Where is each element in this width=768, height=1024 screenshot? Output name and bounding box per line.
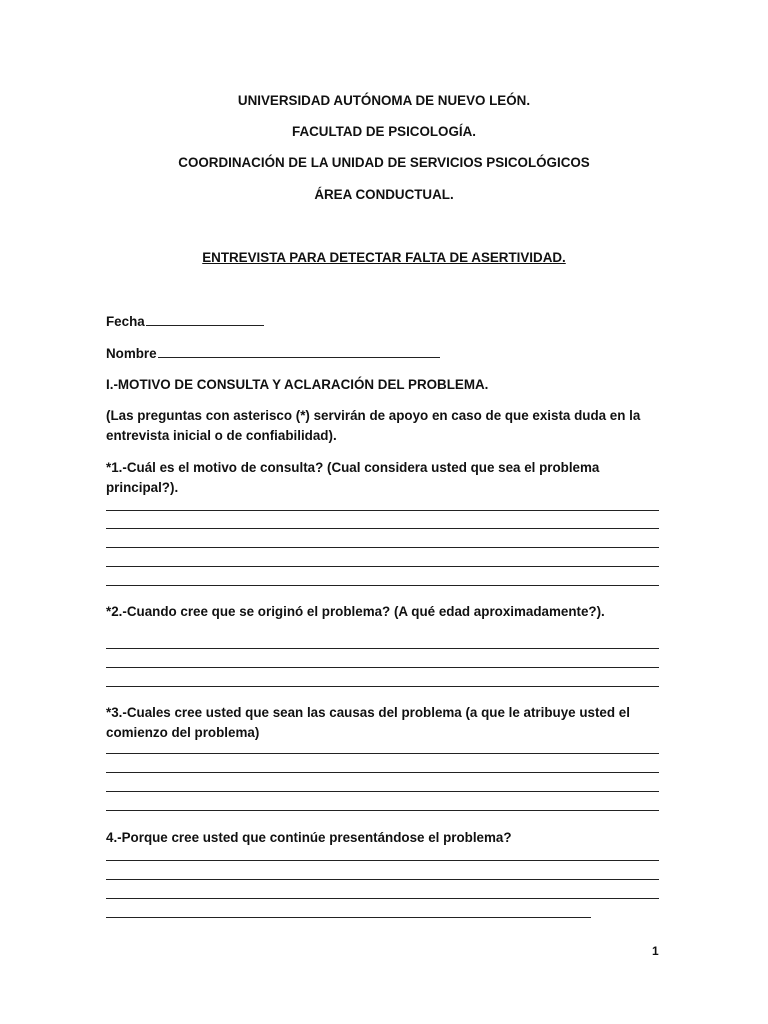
question-1: *1.-Cuál es el motivo de consulta? (Cual considera usted que sea el problema principal?). <box>106 460 600 495</box>
answer-line[interactable] <box>106 810 659 811</box>
answer-line[interactable] <box>106 898 659 899</box>
answer-line[interactable] <box>106 686 659 687</box>
answer-line[interactable] <box>106 772 659 773</box>
coordination-heading: COORDINACIÓN DE LA UNIDAD DE SERVICIOS PSICOLÓGICOS <box>178 155 590 170</box>
university-heading: UNIVERSIDAD AUTÓNOMA DE NUEVO LEÓN. <box>237 93 531 108</box>
section-note: (Las preguntas con asterisco (*) servirán de apoyo en caso de que exista duda en la entrevista inicial o de confiabilidad). <box>106 408 641 443</box>
answer-line[interactable] <box>106 791 659 792</box>
faculty-heading: FACULTAD DE PSICOLOGÍA. <box>292 124 476 139</box>
answer-line[interactable] <box>106 860 659 861</box>
question-4: 4.-Porque cree usted que continúe presentándose el problema? <box>106 830 512 845</box>
answer-line[interactable] <box>106 917 591 918</box>
name-field[interactable] <box>106 344 440 364</box>
answer-line[interactable] <box>106 566 659 567</box>
answer-line[interactable] <box>106 879 659 880</box>
answer-line[interactable] <box>106 667 659 668</box>
form-title: ENTREVISTA PARA DETECTAR FALTA DE ASERTIVIDAD. <box>202 250 566 265</box>
area-heading: ÁREA CONDUCTUAL. <box>314 187 454 202</box>
name-blank[interactable] <box>158 345 440 358</box>
answer-line[interactable] <box>106 547 659 548</box>
date-blank[interactable] <box>146 313 264 326</box>
answer-line[interactable] <box>106 510 659 511</box>
answer-line[interactable] <box>106 528 659 529</box>
section-heading: I.-MOTIVO DE CONSULTA Y ACLARACIÓN DEL PROBLEMA. <box>106 377 489 392</box>
name-label: Nombre <box>106 346 157 361</box>
answer-line[interactable] <box>106 753 659 754</box>
date-field[interactable] <box>106 312 264 332</box>
answer-line[interactable] <box>106 648 659 649</box>
date-label: Fecha <box>106 314 145 329</box>
answer-line[interactable] <box>106 585 659 586</box>
page-number: 1 <box>652 944 659 958</box>
question-3: *3.-Cuales cree usted que sean las causas del problema (a que le atribuye usted el comienzo del problema) <box>106 705 630 740</box>
question-2: *2.-Cuando cree que se originó el problema? (A qué edad aproximadamente?). <box>106 604 605 619</box>
